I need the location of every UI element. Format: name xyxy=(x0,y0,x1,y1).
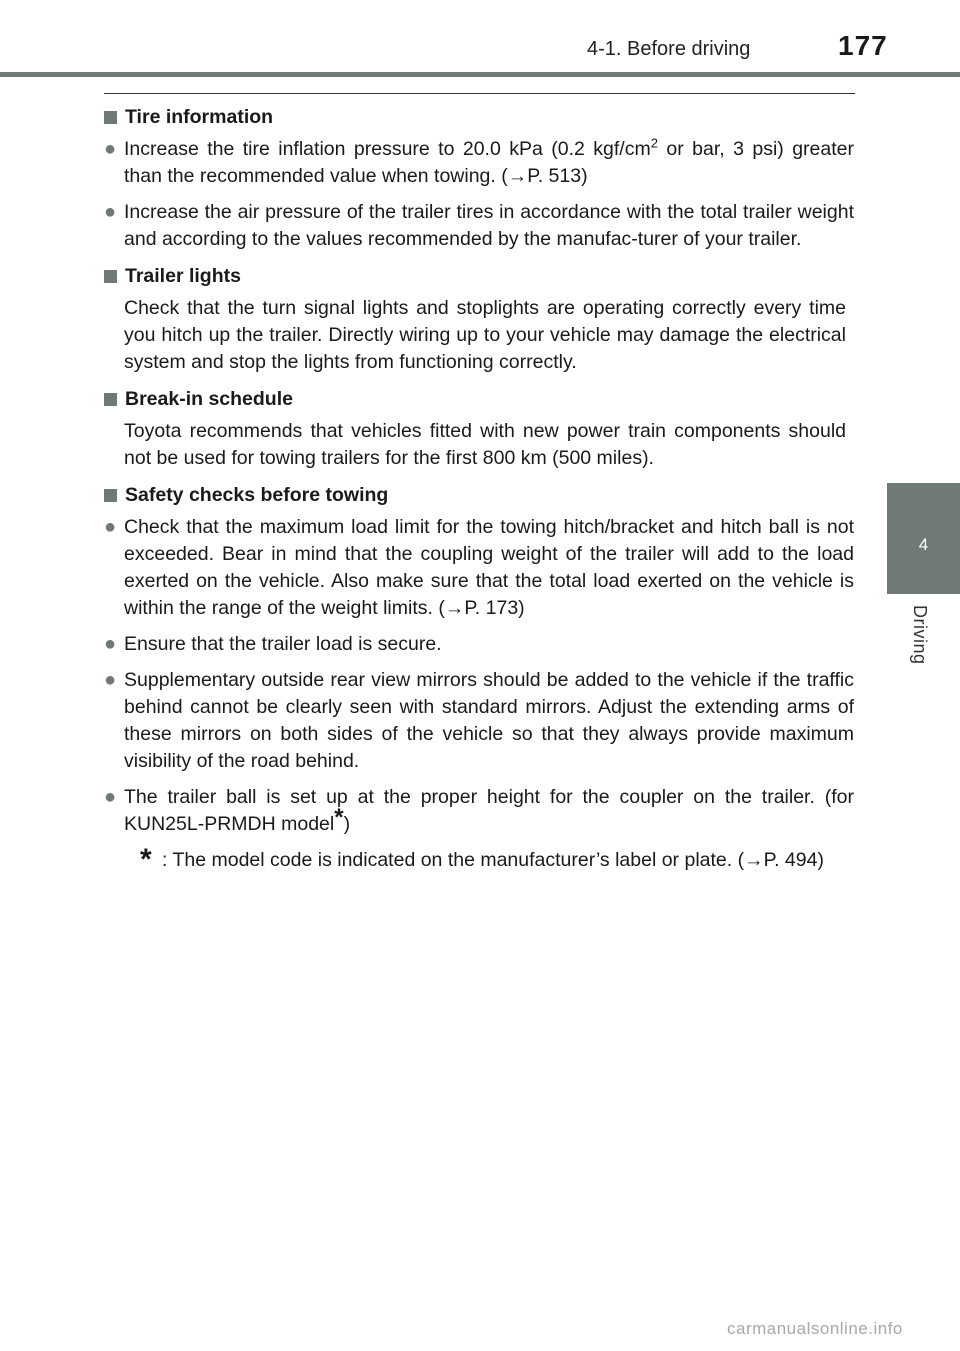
bullet-dot-icon: ● xyxy=(104,201,117,223)
square-bullet-icon xyxy=(104,393,117,406)
list-item xyxy=(104,514,854,622)
section-heading xyxy=(104,482,854,509)
chapter-title: Driving xyxy=(910,605,930,665)
heading-text: Trailer lights xyxy=(125,265,241,287)
list-item xyxy=(104,784,854,838)
heading-text: Tire information xyxy=(125,106,274,128)
chapter-tab xyxy=(887,483,960,594)
section-title: 4-1. Before driving xyxy=(587,38,751,60)
list-item-text: The trailer ball is set up at the proper height for the coupler on the trailer. (for KUN25L-PRMDH model*) xyxy=(124,786,854,835)
section-heading xyxy=(104,386,854,413)
list-item xyxy=(104,136,854,190)
paragraph: Toyota recommends that vehicles fitted with new power train components should not be used for towing trailers for the first 800 km (500 miles). xyxy=(124,420,846,469)
bullet-dot-icon: ● xyxy=(104,669,117,691)
page-content xyxy=(104,104,854,884)
tire-information-section xyxy=(104,104,854,253)
list-item-text: Check that the maximum load limit for the towing hitch/bracket and hitch ball is not exceeded. Bear in mind that the coupling weight of the trailer will add to the load exerted on the vehicle. Also make sure that the total load exerted on the vehicle is within the range of the weight limits. (→P. 173) xyxy=(124,516,854,619)
list-item xyxy=(104,667,854,775)
list-item xyxy=(104,631,854,658)
list-item-text: Ensure that the trailer load is secure. xyxy=(124,633,442,655)
bullet-dot-icon: ● xyxy=(104,633,117,655)
break-in-schedule-section xyxy=(104,386,854,472)
content-top-rule xyxy=(104,93,855,94)
bullet-dot-icon: ● xyxy=(104,786,117,808)
heading-text: Break-in schedule xyxy=(125,388,293,410)
square-bullet-icon xyxy=(104,270,117,283)
header-divider xyxy=(0,72,960,77)
paragraph: Check that the turn signal lights and stoplights are operating correctly every time you hitch up the trailer. Directly wiring up to your vehicle may damage the electrical system and stop the lights from functioning correctly. xyxy=(124,297,846,373)
chapter-number: 4 xyxy=(918,535,929,554)
list-item-text: Supplementary outside rear view mirrors should be added to the vehicle if the traffic behind cannot be clearly seen with standard mirrors. Adjust the extending arms of these mirrors on both sides of the vehicle so that they always provide maximum visibility of the road behind. xyxy=(124,669,854,772)
footnote xyxy=(140,843,854,876)
footnote-text: : The model code is indicated on the manufacturer’s label or plate. (→P. 494) xyxy=(162,849,824,871)
trailer-lights-section xyxy=(104,263,854,376)
safety-checks-section xyxy=(104,482,854,874)
list-item xyxy=(104,199,854,253)
square-bullet-icon xyxy=(104,111,117,124)
section-heading xyxy=(104,263,854,290)
bullet-dot-icon: ● xyxy=(104,516,117,538)
square-bullet-icon xyxy=(104,489,117,502)
bullet-dot-icon: ● xyxy=(104,138,117,160)
watermark: carmanualsonline.info xyxy=(727,1319,903,1338)
list-item-text: Increase the tire inflation pressure to 20.0 kPa (0.2 kgf/$cm^2$ or bar, 3 psi) greater than the recommended value when towing. (→P. 513) xyxy=(124,135,854,187)
footnote-marker: * xyxy=(140,843,152,876)
page-number: 177 xyxy=(838,30,888,61)
section-heading xyxy=(104,104,854,131)
list-item-text: Increase the air pressure of the trailer tires in accordance with the total trailer weight and according to the values recommended by the manufac-turer of your trailer. xyxy=(124,201,854,250)
heading-text: Safety checks before towing xyxy=(125,484,389,506)
